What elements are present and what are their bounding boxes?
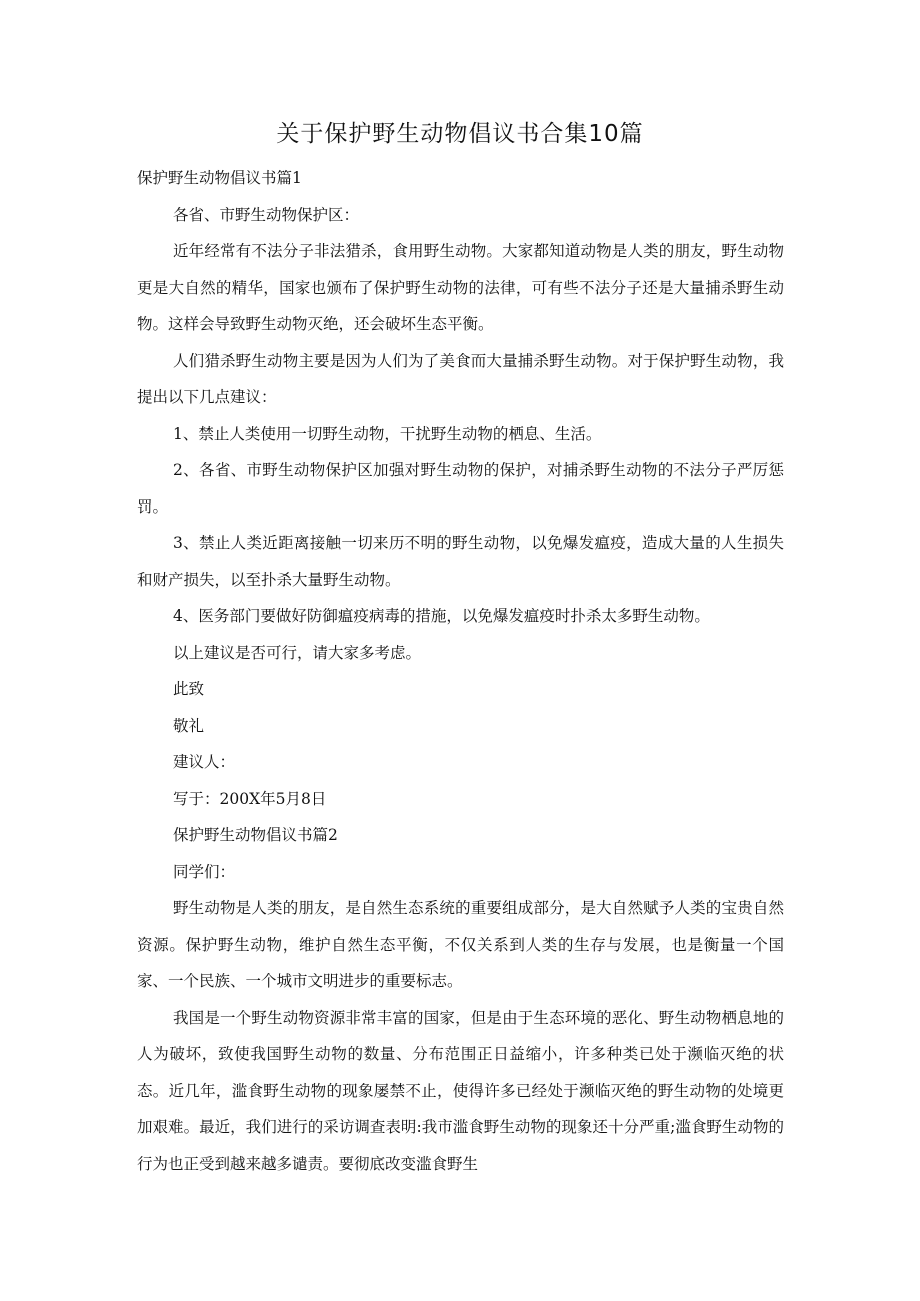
date-line: 写于：200X年5月8日 <box>173 789 327 808</box>
section-heading-1: 保护野生动物倡议书篇1 <box>137 169 302 187</box>
salutation-2: 同学们： <box>173 862 236 881</box>
section-heading-2: 保护野生动物倡议书篇2 <box>173 826 338 844</box>
salutation-1: 各省、市野生动物保护区： <box>173 205 360 224</box>
paragraph: 野生动物是人类的朋友，是自然生态系统的重要组成部分，是大自然赋予人类的宝贵自然资源。保护野生动物，维护自然生态平衡，不仅关系到人类的生存与发展，也是衡量一个国家、一个民族、一个城市文明进步的重要标志。 <box>137 899 784 990</box>
closing-line: 敬礼 <box>173 716 205 735</box>
closing-line: 此致 <box>173 680 205 698</box>
paragraph: 以上建议是否可行，请大家多考虑。 <box>173 643 422 662</box>
document-title: 关于保护野生动物倡议书合集10篇 <box>276 121 644 147</box>
proposer-line: 建议人： <box>173 753 236 771</box>
list-item: 2、各省、市野生动物保护区加强对野生动物的保护，对捕杀野生动物的不法分子严厉惩罚。 <box>137 461 784 516</box>
list-item: 4、医务部门要做好防御瘟疫病毒的措施，以免爆发瘟疫时扑杀太多野生动物。 <box>173 607 710 625</box>
paragraph: 人们猎杀野生动物主要是因为人们为了美食而大量捕杀野生动物。对于保护野生动物，我提出以下几点建议： <box>137 351 784 406</box>
paragraph: 近年经常有不法分子非法猎杀，食用野生动物。大家都知道动物是人类的朋友，野生动物更是大自然的精华，国家也颁布了保护野生动物的法律，可有些不法分子还是大量捕杀野生动物。这样会导致野生动物灭绝，还会破坏生态平衡。 <box>137 242 784 333</box>
document-body <box>137 160 784 1182</box>
list-item: 1、禁止人类使用一切野生动物，干扰野生动物的栖息、生活。 <box>173 424 602 443</box>
list-item: 3、禁止人类近距离接触一切来历不明的野生动物，以免爆发瘟疫，造成大量的人生损失和财产损失，以至扑杀大量野生动物。 <box>137 534 784 589</box>
paragraph: 我国是一个野生动物资源非常丰富的国家，但是由于生态环境的恶化、野生动物栖息地的人为破坏，致使我国野生动物的数量、分布范围正日益缩小，许多种类已处于濒临灭绝的状态。近几年，滥食野生动物的现象屡禁不止，使得许多已经处于濒临灭绝的野生动物的处境更加艰难。最近，我们进行的采访调查表明:我市滥食野生动物的现象还十分严重;滥食野生动物的行为也正受到越来越多谴责。要彻底改变滥食野生 <box>137 1008 784 1173</box>
